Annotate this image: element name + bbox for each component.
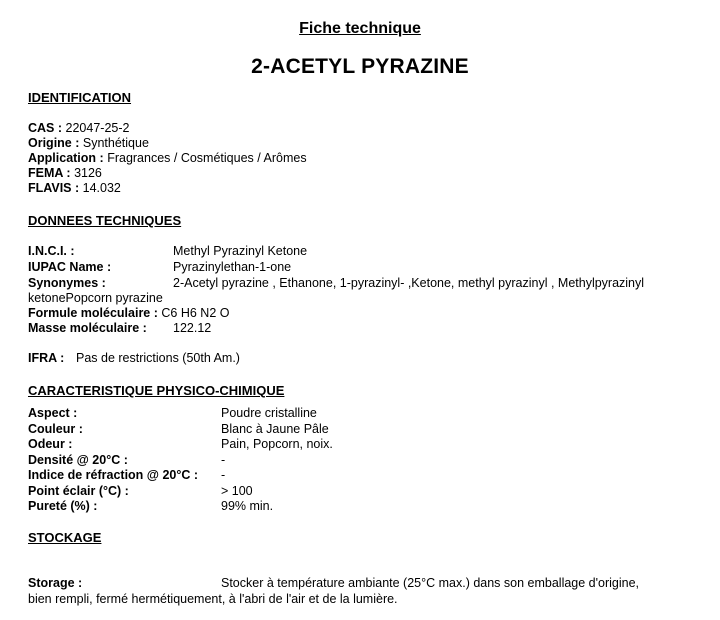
couleur-value: Blanc à Jaune Pâle — [221, 422, 329, 436]
aspect-label: Aspect : — [28, 406, 78, 420]
ifra-value: Pas de restrictions (50th Am.) — [76, 351, 240, 365]
identification-heading: IDENTIFICATION — [28, 90, 132, 105]
origine-label: Origine : — [28, 136, 80, 150]
indice-refraction-label: Indice de réfraction @ 20°C : — [28, 468, 199, 482]
ifra-label: IFRA : — [28, 351, 65, 365]
formule-value: C6 H6 N2 O — [161, 306, 230, 320]
cas-value: 22047-25-2 — [65, 121, 130, 135]
purete-label: Pureté (%) : — [28, 499, 98, 513]
aspect-value: Poudre cristalline — [221, 406, 317, 420]
point-eclair-label: Point éclair (°C) : — [28, 484, 129, 498]
purete-value: 99% min. — [221, 499, 274, 513]
origine-line — [28, 136, 149, 151]
flavis-value: 14.032 — [82, 181, 121, 195]
synonymes-value-line2: ketonePopcorn pyrazine — [28, 291, 163, 305]
stockage-heading: STOCKAGE — [28, 530, 102, 545]
synonymes-value-line1: 2-Acetyl pyrazine , Ethanone, 1-pyrazinyl- ,Ketone, methyl pyrazinyl , Methylpyrazinyl — [173, 276, 645, 290]
storage-label: Storage : — [28, 576, 83, 590]
inci-label: I.N.C.I. : — [28, 244, 75, 258]
masse-label: Masse moléculaire : — [28, 321, 147, 335]
formule-label: Formule moléculaire : — [28, 306, 158, 320]
application-value: Fragrances / Cosmétiques / Arômes — [107, 151, 307, 165]
point-eclair-value: > 100 — [221, 484, 253, 498]
iupac-value: Pyrazinylethan-1-one — [173, 260, 292, 274]
storage-value-line2: bien rempli, fermé hermétiquement, à l'abri de l'air et de la lumière. — [28, 592, 398, 606]
storage-value-line1: Stocker à température ambiante (25°C max.) dans son emballage d'origine, — [221, 576, 640, 590]
application-label: Application : — [28, 151, 104, 165]
couleur-label: Couleur : — [28, 422, 83, 436]
iupac-label: IUPAC Name : — [28, 260, 112, 274]
synonymes-label: Synonymes : — [28, 276, 106, 290]
fema-line — [28, 166, 102, 181]
cas-line — [28, 121, 129, 136]
document-header-label: Fiche technique — [299, 20, 421, 37]
fema-value: 3126 — [74, 166, 102, 180]
flavis-label: FLAVIS : — [28, 181, 80, 195]
cas-label: CAS : — [28, 121, 63, 135]
flavis-line — [28, 181, 121, 196]
odeur-value: Pain, Popcorn, noix. — [221, 437, 333, 451]
inci-value: Methyl Pyrazinyl Ketone — [173, 244, 308, 258]
formule-line — [28, 306, 229, 321]
product-title: 2-ACETYL PYRAZINE — [251, 55, 469, 78]
odeur-label: Odeur : — [28, 437, 73, 451]
application-line — [28, 151, 307, 166]
densite-value: - — [221, 453, 226, 467]
caracteristique-heading: CARACTERISTIQUE PHYSICO-CHIMIQUE — [28, 383, 285, 398]
donnees-techniques-heading: DONNEES TECHNIQUES — [28, 213, 182, 228]
fema-label: FEMA : — [28, 166, 71, 180]
indice-refraction-value: - — [221, 468, 226, 482]
origine-value: Synthétique — [82, 136, 149, 150]
densite-label: Densité @ 20°C : — [28, 453, 128, 467]
masse-value: 122.12 — [173, 321, 212, 335]
